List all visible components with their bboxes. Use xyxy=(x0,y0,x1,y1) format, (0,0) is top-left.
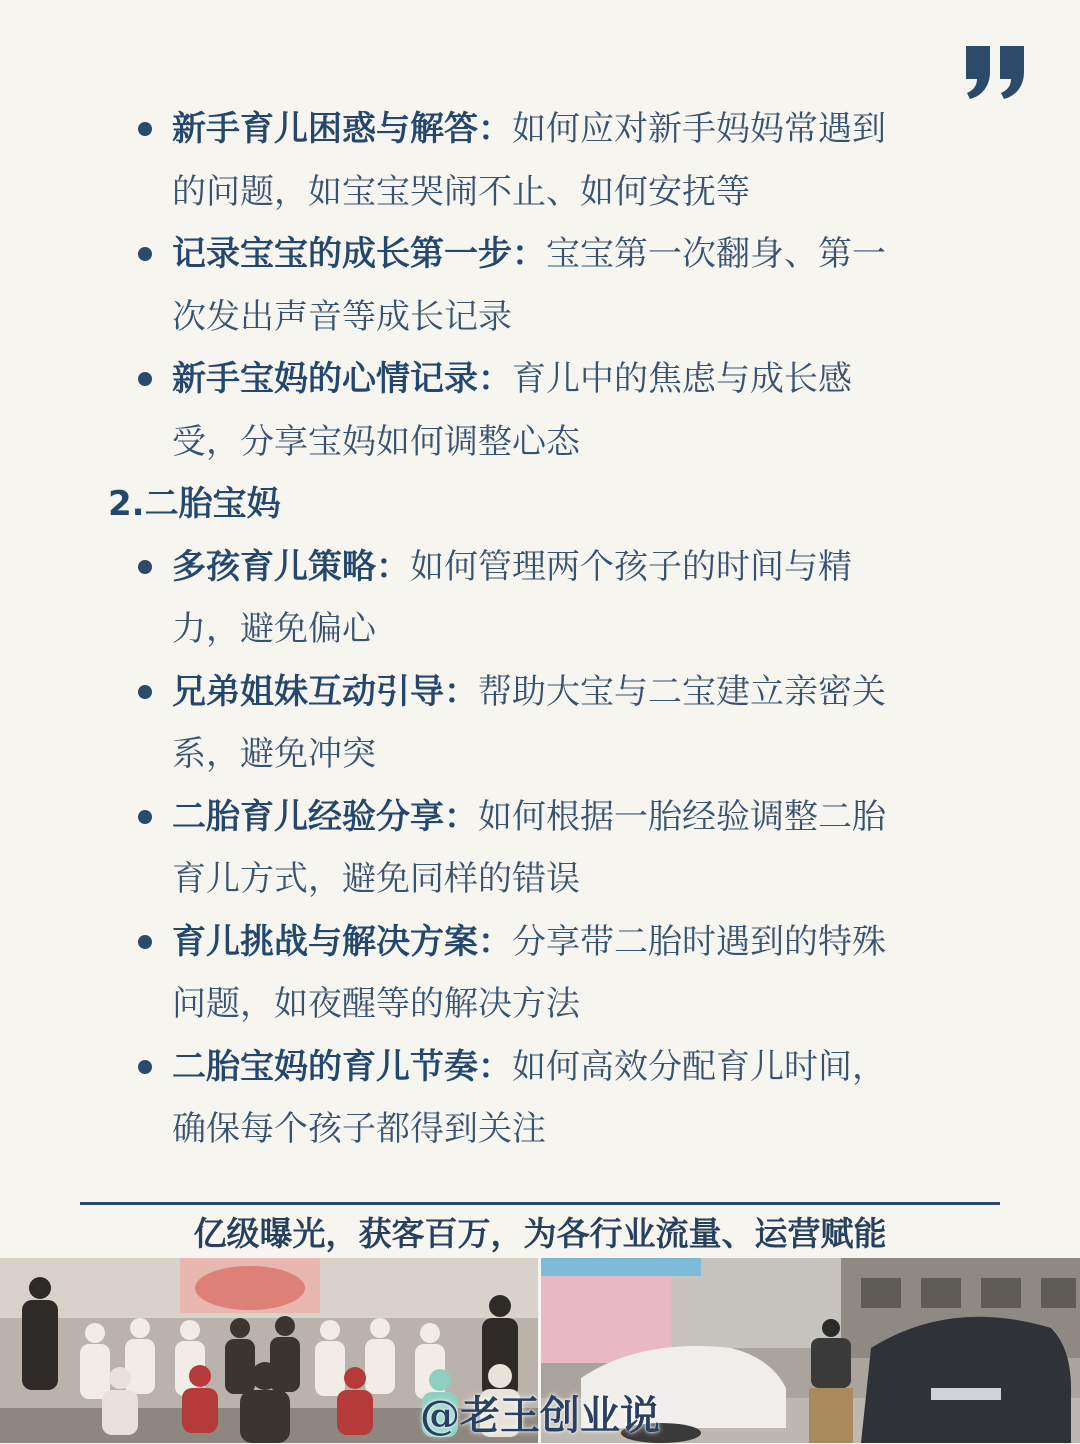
item-desc-cont: 力，避免偏心 xyxy=(172,609,376,649)
item-title: 二胎育儿经验分享： xyxy=(172,796,478,837)
item-desc: 宝宝第一次翻身、第一 xyxy=(546,234,886,274)
quote-mark-icon xyxy=(962,42,1028,102)
item-title: 新手育儿困惑与解答： xyxy=(172,109,512,149)
item-desc: 帮助大宝与二宝建立亲密关 xyxy=(478,671,886,712)
list-item xyxy=(0,348,1080,473)
list-item xyxy=(0,98,1080,223)
item-title: 育儿挑战与解决方案： xyxy=(172,921,512,962)
item-desc: 育儿中的焦虑与成长感 xyxy=(512,359,852,399)
item-title: 二胎宝妈的育儿节奏： xyxy=(172,1046,512,1087)
bullet-icon xyxy=(138,247,152,261)
footer-divider xyxy=(80,1202,1000,1205)
footer-slogan: 亿级曝光，获客百万，为各行业流量、运营赋能 xyxy=(193,1214,887,1253)
item-desc: 如何高效分配育儿时间， xyxy=(512,1046,886,1087)
item-desc: 如何根据一胎经验调整二胎 xyxy=(478,796,886,837)
bullet-icon xyxy=(138,560,152,574)
item-desc: 分享带二胎时遇到的特殊 xyxy=(512,921,886,962)
bullet-icon xyxy=(138,810,152,824)
item-desc-cont: 的问题，如宝宝哭闹不止、如何安抚等 xyxy=(172,171,750,212)
item-desc-cont: 问题，如夜醒等的解决方法 xyxy=(172,984,580,1024)
list-item xyxy=(0,1036,1080,1161)
list-item xyxy=(0,786,1080,911)
watermark: @老王创业说 xyxy=(420,1392,660,1439)
section-heading: 2.二胎宝妈 xyxy=(108,484,281,524)
item-desc: 如何应对新手妈妈常遇到 xyxy=(512,109,886,149)
item-desc-cont: 育儿方式，避免同样的错误 xyxy=(172,859,580,899)
bullet-icon xyxy=(138,685,152,699)
list-item xyxy=(0,911,1080,1036)
item-title: 记录宝宝的成长第一步： xyxy=(172,234,546,274)
item-desc-cont: 确保每个孩子都得到关注 xyxy=(172,1109,546,1149)
item-title: 多孩育儿策略： xyxy=(172,546,410,587)
item-desc-cont: 次发出声音等成长记录 xyxy=(172,296,512,337)
main-content xyxy=(0,98,1080,1161)
bullet-icon xyxy=(138,122,152,136)
bullet-icon xyxy=(138,372,152,386)
list-item xyxy=(0,536,1080,661)
item-desc-cont: 受，分享宝妈如何调整心态 xyxy=(172,421,580,462)
bullet-icon xyxy=(138,1060,152,1074)
item-desc-cont: 系，避免冲突 xyxy=(172,734,376,774)
item-title: 兄弟姐妹互动引导： xyxy=(172,671,478,712)
item-title: 新手宝妈的心情记录： xyxy=(172,359,512,399)
item-desc: 如何管理两个孩子的时间与精 xyxy=(410,546,852,587)
list-item xyxy=(0,223,1080,348)
bullet-icon xyxy=(138,935,152,949)
list-item xyxy=(0,661,1080,786)
